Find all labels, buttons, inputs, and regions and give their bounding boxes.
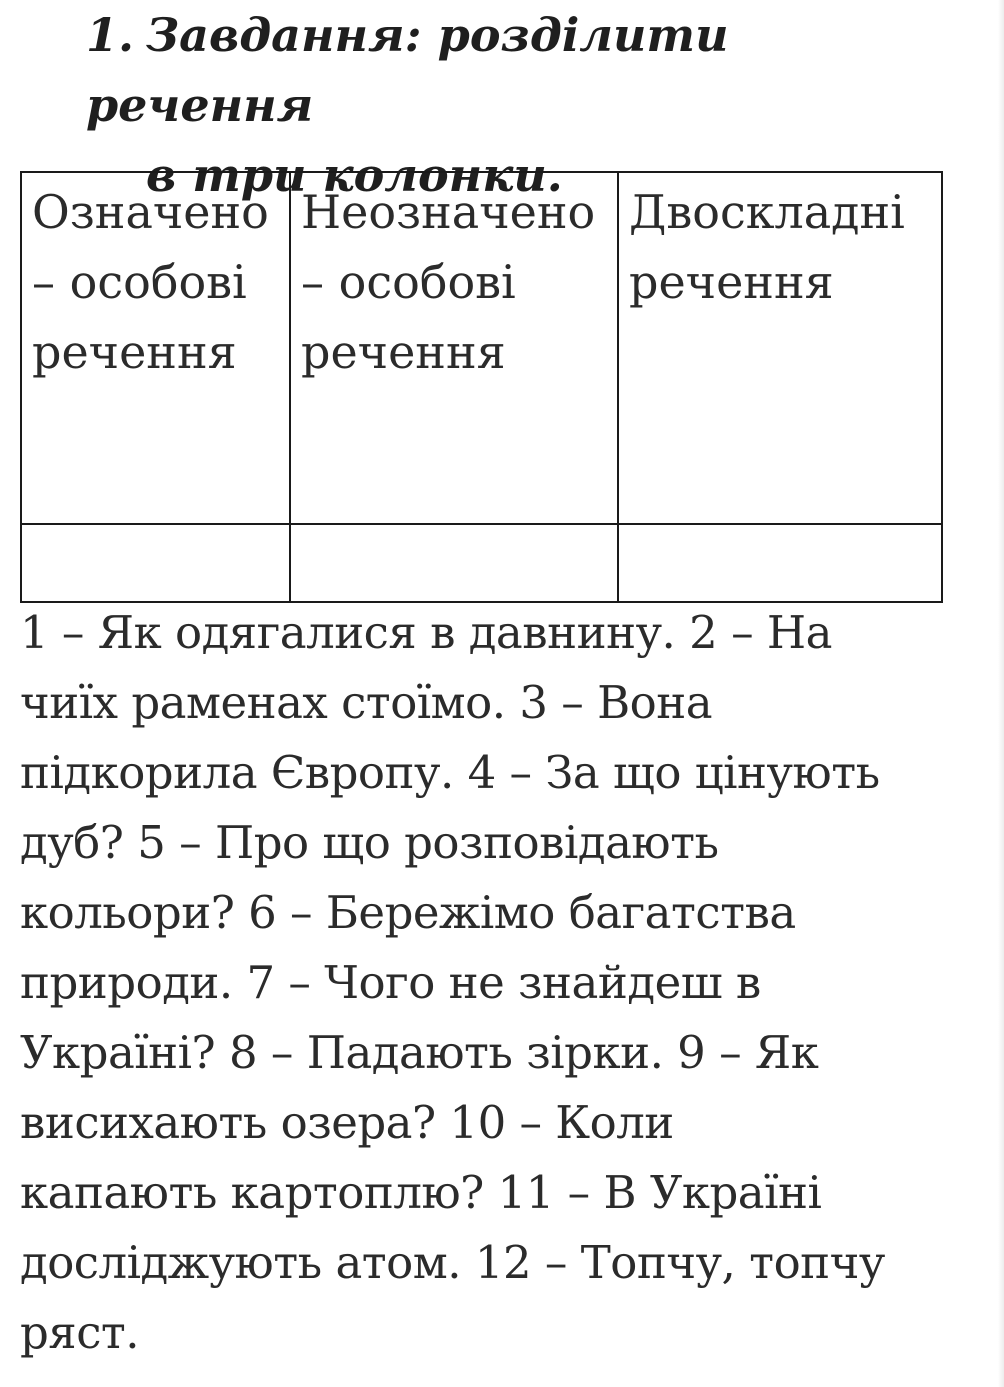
table-header-row: [21, 172, 942, 524]
task-number: 1.: [86, 8, 135, 62]
sentence-line: 1 – Як одягалися в давнину. 2 – На: [20, 606, 832, 659]
sentence-line: природи. 7 – Чого не знайдеш в: [20, 956, 761, 1009]
header-indefinite-personal: [290, 172, 618, 524]
header-line: Двоскладні: [629, 185, 905, 239]
header-line: – особові: [301, 255, 516, 309]
sentence-line: дуб? 5 – Про що розповідають: [20, 816, 719, 869]
sentence-line: підкорила Європу. 4 – За що цінують: [20, 746, 880, 799]
sentence-line: досліджують атом. 12 – Топчу, топчу: [20, 1236, 885, 1289]
header-line: речення: [301, 325, 506, 379]
task-title-line-2: в три колонки.: [146, 148, 563, 202]
sentence-list: [20, 598, 960, 1368]
header-line: Неозначено: [301, 185, 596, 239]
page-edge-shadow: [998, 0, 1004, 1387]
answer-cell-definite-personal[interactable]: [21, 524, 290, 602]
sentence-line: кольори? 6 – Бережімо багатства: [20, 886, 796, 939]
answer-cell-two-part[interactable]: [618, 524, 942, 602]
sentence-line: висихають озера? 10 – Коли: [20, 1096, 674, 1149]
header-line: Означено: [32, 185, 269, 239]
sentence-line: ряст.: [20, 1306, 140, 1359]
answer-cell-indefinite-personal[interactable]: [290, 524, 618, 602]
header-line: речення: [629, 255, 834, 309]
header-line: речення: [32, 325, 237, 379]
header-two-part: [618, 172, 942, 524]
sentence-line: чиїх раменах стоїмо. 3 – Вона: [20, 676, 713, 729]
sorting-table: [20, 171, 943, 603]
sentence-line: Україні? 8 – Падають зірки. 9 – Як: [20, 1026, 819, 1079]
sentence-line: капають картоплю? 11 – В Україні: [20, 1166, 822, 1219]
table-answer-row: [21, 524, 942, 602]
task-title-line-1: Завдання: розділити речення: [86, 8, 729, 132]
header-line: – особові: [32, 255, 247, 309]
header-definite-personal: [21, 172, 290, 524]
